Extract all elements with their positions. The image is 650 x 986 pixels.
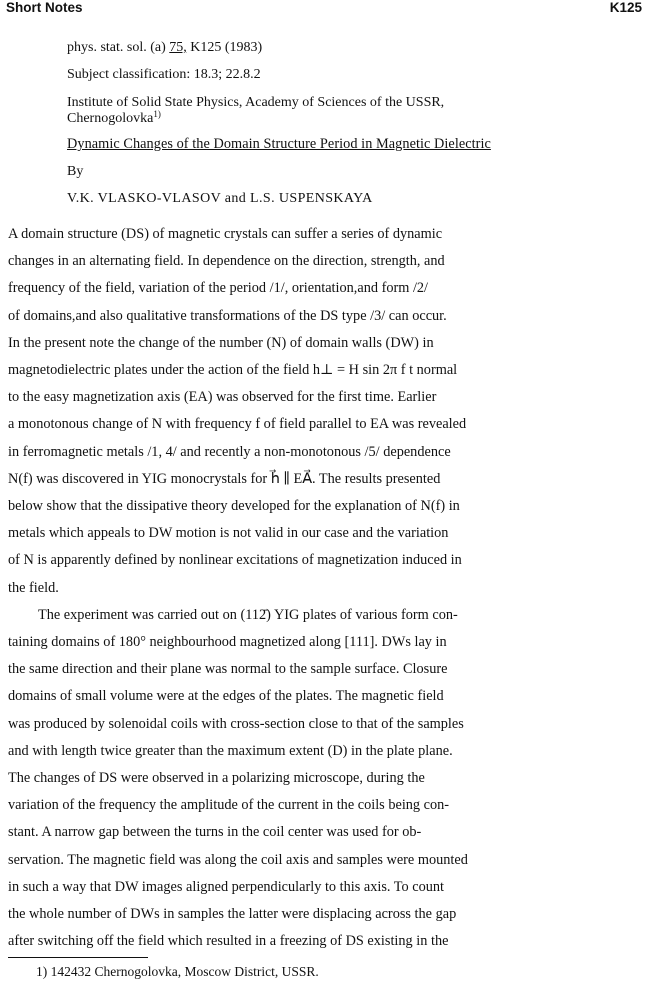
text-line: frequency of the field, variation of the period /1/, orientation,and form /2/: [8, 280, 429, 297]
text-line: servation. The magnetic field was along the coil axis and samples were mounted: [8, 851, 468, 868]
text-line: was produced by solenoidal coils with cross-section close to that of the samples: [8, 715, 464, 732]
citation-pages: K125 (1983): [186, 40, 263, 55]
footnote-rule: [8, 957, 148, 958]
text-line: domains of small volume were at the edges of the plates. The magnetic field: [8, 688, 444, 705]
text-line: the whole number of DWs in samples the latter were displacing across the gap: [8, 906, 457, 923]
text-line: of domains,and also qualitative transformations of the DS type /3/ can occur.: [8, 307, 447, 324]
text-line: The experiment was carried out on (112̄) YIG plates of various form con-: [38, 606, 458, 623]
text-line: metals which appeals to DW motion is not valid in our case and the variation: [8, 525, 449, 542]
text-line: the field.: [8, 579, 59, 596]
citation-journal: phys. stat. sol. (a): [67, 40, 170, 55]
text-line: in such a way that DW images aligned perpendicularly to this axis. To count: [8, 878, 445, 895]
citation: [67, 34, 647, 61]
text-line: below show that the dissipative theory developed for the explanation of N(f) in: [8, 498, 460, 515]
text-line: in ferromagnetic metals /1, 4/ and recently a non-monotonous /5/ dependence: [8, 443, 451, 460]
text-line: In the present note the change of the number (N) of domain walls (DW) in: [8, 334, 434, 351]
text-line: N(f) was discovered in YIG monocrystals for h⃗ ∥ EA⃗. The results presented: [8, 470, 441, 487]
text-line: The changes of DS were observed in a polarizing microscope, during the: [8, 770, 425, 787]
text-line: magnetodielectric plates under the action of the field h⊥ = H sin 2π f t normal: [8, 362, 458, 379]
institute-line-2: Chernogolovka: [67, 111, 154, 126]
running-head: [6, 0, 642, 18]
article-body: [8, 221, 648, 955]
text-line: after switching off the field which resulted in a freezing of DS existing in the: [8, 933, 449, 950]
article-title: Dynamic Changes of the Domain Structure Period in Magnetic Dielectric: [67, 136, 491, 152]
text-line: changes in an alternating field. In dependence on the direction, strength, and: [8, 253, 445, 270]
institute-footnote-marker: 1): [153, 109, 161, 119]
footnote: 1) 142432 Chernogolovka, Moscow District, USSR.: [36, 964, 319, 979]
text-line: A domain structure (DS) of magnetic crystals can suffer a series of dynamic: [8, 226, 443, 242]
text-line: and with length twice greater than the maximum extent (D) in the plate plane.: [8, 742, 453, 759]
paragraph-1: [8, 221, 648, 602]
institute-line-1: Institute of Solid State Physics, Academy of Sciences of the USSR,: [67, 95, 445, 110]
citation-volume: 75,: [169, 40, 187, 55]
running-head-section: Short Notes: [6, 0, 83, 15]
subject-classification: Subject classification: 18.3; 22.8.2: [67, 67, 261, 82]
running-head-page-number: K125: [609, 0, 642, 15]
article-metadata: [67, 34, 647, 212]
text-line: variation of the frequency the amplitude of the current in the coils being con-: [8, 797, 450, 814]
authors: V.K. VLASKO-VLASOV and L.S. USPENSKAYA: [67, 191, 373, 206]
text-line: of N is apparently defined by nonlinear excitations of magnetization induced in: [8, 552, 462, 569]
by-line: By: [67, 164, 84, 179]
text-line: the same direction and their plane was normal to the sample surface. Closure: [8, 661, 448, 678]
text-line: a monotonous change of N with frequency f of field parallel to EA was revealed: [8, 416, 467, 433]
paragraph-2: [8, 602, 648, 956]
institute: [67, 95, 647, 127]
text-line: to the easy magnetization axis (EA) was observed for the first time. Earlier: [8, 389, 437, 406]
text-line: taining domains of 180° neighbourhood magnetized along [111]. DWs lay in: [8, 634, 447, 651]
text-line: stant. A narrow gap between the turns in the coil center was used for ob-: [8, 824, 422, 841]
